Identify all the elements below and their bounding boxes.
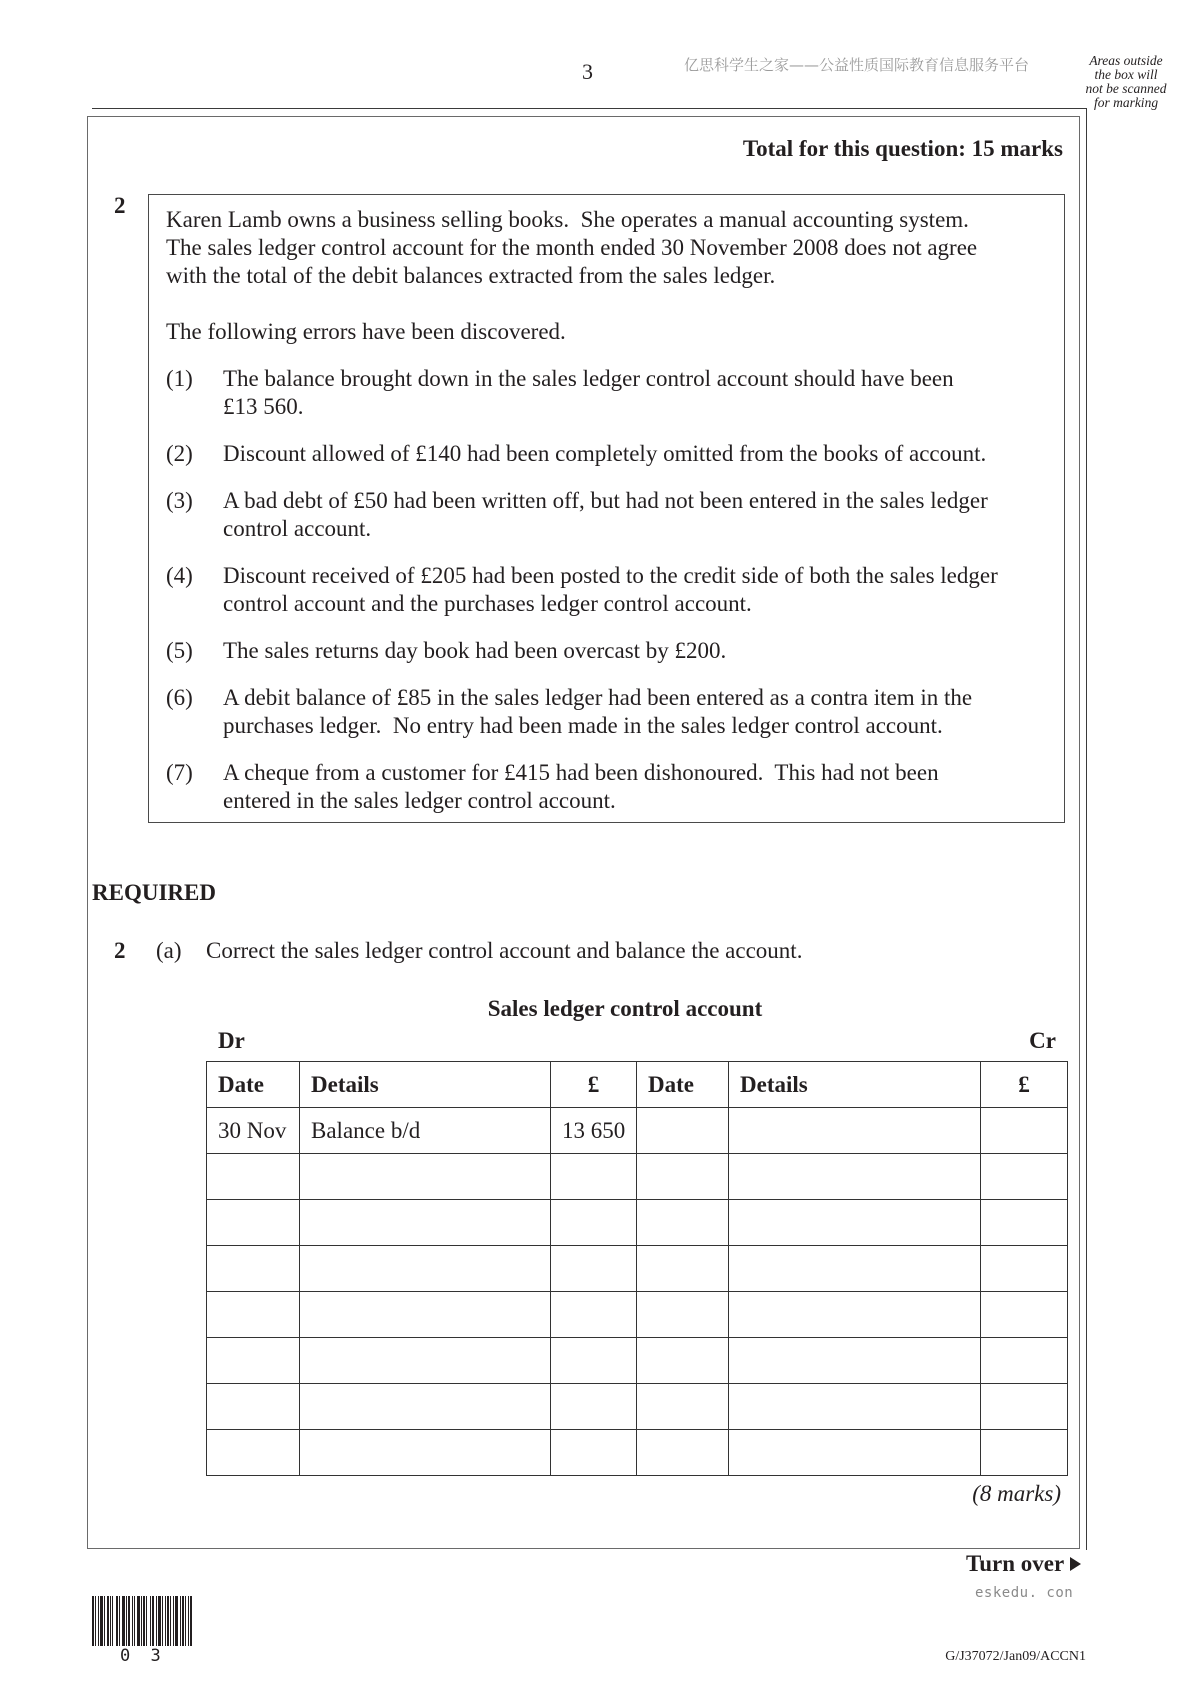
barcode-bar xyxy=(112,1596,113,1646)
margin-note-line: the box will xyxy=(1094,67,1158,82)
cell-cr-details xyxy=(729,1246,981,1292)
cell-cr-details xyxy=(729,1108,981,1154)
margin-note xyxy=(1076,54,1176,110)
cell-dr-amount xyxy=(551,1200,637,1246)
barcode-bar xyxy=(180,1596,181,1646)
cell-cr-date xyxy=(637,1384,729,1430)
cell-cr-details xyxy=(729,1430,981,1476)
error-text xyxy=(223,487,988,543)
margin-note-line: not be scanned xyxy=(1085,81,1167,96)
error-text-line: A cheque from a customer for £415 had been dishonoured. This had not been xyxy=(223,760,939,785)
cell-dr-details xyxy=(300,1200,551,1246)
part-letter: (a) xyxy=(156,938,182,963)
cell-cr-date xyxy=(637,1246,729,1292)
error-text xyxy=(223,440,986,468)
errors-intro: The following errors have been discovered. xyxy=(166,319,566,344)
cell-dr-date xyxy=(207,1338,300,1384)
column-header-dr-date: Date xyxy=(207,1062,300,1108)
part-instruction: Correct the sales ledger control account and balance the account. xyxy=(206,938,803,963)
error-text-line: Discount received of £205 had been posted to the credit side of both the sales ledger xyxy=(223,563,998,588)
cell-dr-details xyxy=(300,1154,551,1200)
column-header-cr-date: Date xyxy=(637,1062,729,1108)
cell-cr-details xyxy=(729,1338,981,1384)
column-header-dr-details: Details xyxy=(300,1062,551,1108)
barcode-bar xyxy=(126,1596,127,1646)
paper-reference: G/J37072/Jan09/ACCN1 xyxy=(945,1649,1086,1664)
cell-cr-amount xyxy=(981,1338,1068,1384)
margin-note-line: Areas outside xyxy=(1089,53,1163,68)
barcode-digits: 0 3 xyxy=(120,1646,166,1666)
intro-line: with the total of the debit balances extracted from the sales ledger. xyxy=(166,263,776,288)
error-text-line: Discount allowed of £140 had been completely omitted from the books of account. xyxy=(223,441,987,466)
error-number: (6) xyxy=(166,685,193,710)
cell-dr-details xyxy=(300,1384,551,1430)
cell-dr-details: Balance b/d xyxy=(300,1108,551,1154)
cell-dr-amount xyxy=(551,1154,637,1200)
cell-cr-date xyxy=(637,1430,729,1476)
barcode-bar xyxy=(104,1596,105,1646)
cell-dr-details xyxy=(300,1338,551,1384)
barcode-bar xyxy=(134,1596,135,1646)
error-item xyxy=(166,759,1064,815)
cell-cr-date xyxy=(637,1292,729,1338)
error-text xyxy=(223,637,726,665)
barcode-bar xyxy=(132,1596,133,1646)
error-text-line: The balance brought down in the sales ledger control account should have been xyxy=(223,366,954,391)
error-item xyxy=(166,684,1064,740)
barcode-bar xyxy=(107,1596,109,1646)
barcode-bar xyxy=(185,1596,186,1646)
cell-cr-details xyxy=(729,1384,981,1430)
barcode-bar xyxy=(152,1596,154,1646)
error-text xyxy=(223,365,954,421)
cell-cr-amount xyxy=(981,1200,1068,1246)
part-number: 2 xyxy=(114,938,126,963)
cell-dr-details xyxy=(300,1430,551,1476)
debit-label: Dr xyxy=(218,1028,245,1053)
intro-line: Karen Lamb owns a business selling books. She operates a manual accounting system. xyxy=(166,207,969,232)
error-text-line: The sales returns day book had been overcast by £200. xyxy=(223,638,727,663)
error-number: (2) xyxy=(166,441,193,466)
error-text-line: entered in the sales ledger control account. xyxy=(223,788,616,813)
cell-dr-amount: 13 650 xyxy=(551,1108,637,1154)
arrow-right-icon xyxy=(1070,1557,1081,1571)
cell-cr-details xyxy=(729,1200,981,1246)
error-number: (1) xyxy=(166,366,193,391)
cell-dr-details xyxy=(300,1246,551,1292)
cell-dr-details xyxy=(300,1292,551,1338)
column-header-cr-amount: £ xyxy=(981,1062,1068,1108)
ledger-header-row xyxy=(207,1062,1068,1108)
cell-cr-amount xyxy=(981,1154,1068,1200)
barcode-bar xyxy=(175,1596,178,1646)
barcode-bar xyxy=(158,1596,161,1646)
error-text-line: control account and the purchases ledger control account. xyxy=(223,591,752,616)
turn-over-label: Turn over xyxy=(966,1551,1065,1576)
cell-cr-amount xyxy=(981,1292,1068,1338)
error-item xyxy=(166,365,1064,421)
error-text xyxy=(223,759,939,815)
cell-cr-details xyxy=(729,1154,981,1200)
barcode-bar xyxy=(122,1596,125,1646)
question-number: 2 xyxy=(114,193,126,218)
barcode-bar xyxy=(98,1596,99,1646)
watermark-text: 亿思科学生之家——公益性质国际教育信息服务平台 xyxy=(684,56,1030,74)
turn-over xyxy=(966,1550,1081,1578)
page-number: 3 xyxy=(582,59,593,84)
error-text-line: control account. xyxy=(223,516,372,541)
ledger-table xyxy=(206,1061,1068,1476)
barcode-bar xyxy=(173,1596,174,1646)
ledger-title: Sales ledger control account xyxy=(487,996,763,1021)
credit-label: Cr xyxy=(1029,1028,1056,1053)
error-text-line: A bad debt of £50 had been written off, but had not been entered in the sales ledger xyxy=(223,488,988,513)
barcode-bar xyxy=(182,1596,184,1646)
barcode-bar xyxy=(95,1596,96,1646)
ledger-row xyxy=(207,1108,1068,1154)
error-text-line: £13 560. xyxy=(223,394,304,419)
barcode-bar xyxy=(146,1596,147,1646)
error-item xyxy=(166,562,1064,618)
cell-cr-date xyxy=(637,1108,729,1154)
error-text xyxy=(223,562,998,618)
barcode-bar xyxy=(116,1596,118,1646)
column-header-dr-amount: £ xyxy=(551,1062,637,1108)
marks-allocation: (8 marks) xyxy=(972,1481,1061,1506)
ledger-row xyxy=(207,1292,1068,1338)
cell-dr-date xyxy=(207,1292,300,1338)
intro-line: The sales ledger control account for the month ended 30 November 2008 does not agree xyxy=(166,235,978,260)
barcode-bar xyxy=(150,1596,151,1646)
ledger-row xyxy=(207,1154,1068,1200)
cell-cr-amount xyxy=(981,1246,1068,1292)
error-number: (3) xyxy=(166,488,193,513)
error-text-line: purchases ledger. No entry had been made in the sales ledger control account. xyxy=(223,713,943,738)
cell-cr-amount xyxy=(981,1430,1068,1476)
site-watermark: eskedu. con xyxy=(975,1585,1074,1601)
right-rule xyxy=(1086,108,1087,1550)
margin-note-line: for marking xyxy=(1093,95,1159,110)
error-item xyxy=(166,440,1064,468)
cell-dr-amount xyxy=(551,1384,637,1430)
cell-dr-amount xyxy=(551,1430,637,1476)
barcode-bar xyxy=(167,1596,169,1646)
cell-cr-date xyxy=(637,1154,729,1200)
cell-dr-date xyxy=(207,1154,300,1200)
barcode-bar xyxy=(141,1596,142,1646)
barcode-bar xyxy=(188,1596,189,1646)
ledger-row xyxy=(207,1384,1068,1430)
error-item xyxy=(166,637,1064,665)
cell-dr-amount xyxy=(551,1292,637,1338)
barcode-bar xyxy=(165,1596,166,1646)
barcode-bar xyxy=(100,1596,103,1646)
barcode-bar xyxy=(92,1596,94,1646)
error-item xyxy=(166,487,1064,543)
cell-cr-details xyxy=(729,1292,981,1338)
barcode-bar xyxy=(156,1596,157,1646)
cell-cr-date xyxy=(637,1338,729,1384)
barcode-bar xyxy=(110,1596,111,1646)
barcode-bar xyxy=(137,1596,140,1646)
column-header-cr-details: Details xyxy=(729,1062,981,1108)
ledger-row xyxy=(207,1200,1068,1246)
barcode-bar xyxy=(143,1596,145,1646)
cell-cr-date xyxy=(637,1200,729,1246)
error-text xyxy=(223,684,972,740)
cell-dr-date xyxy=(207,1246,300,1292)
cell-dr-date xyxy=(207,1430,300,1476)
total-marks: Total for this question: 15 marks xyxy=(742,136,1063,161)
error-text-line: A debit balance of £85 in the sales ledger had been entered as a contra item in the xyxy=(223,685,973,710)
error-number: (5) xyxy=(166,638,193,663)
cell-cr-amount xyxy=(981,1384,1068,1430)
ledger-row xyxy=(207,1430,1068,1476)
ledger-row xyxy=(207,1338,1068,1384)
barcode-bar xyxy=(128,1596,130,1646)
cell-dr-amount xyxy=(551,1246,637,1292)
top-rule xyxy=(92,108,1087,109)
error-number: (4) xyxy=(166,563,193,588)
error-number: (7) xyxy=(166,760,193,785)
barcode-bar xyxy=(119,1596,120,1646)
required-heading: REQUIRED xyxy=(92,880,216,905)
barcode-bar xyxy=(190,1596,192,1646)
barcode xyxy=(92,1596,198,1646)
barcode-bar xyxy=(162,1596,163,1646)
ledger-row xyxy=(207,1246,1068,1292)
question-box xyxy=(148,194,1065,823)
cell-dr-amount xyxy=(551,1338,637,1384)
cell-cr-amount xyxy=(981,1108,1068,1154)
cell-dr-date: 30 Nov xyxy=(207,1108,300,1154)
barcode-bar xyxy=(170,1596,171,1646)
cell-dr-date xyxy=(207,1200,300,1246)
cell-dr-date xyxy=(207,1384,300,1430)
